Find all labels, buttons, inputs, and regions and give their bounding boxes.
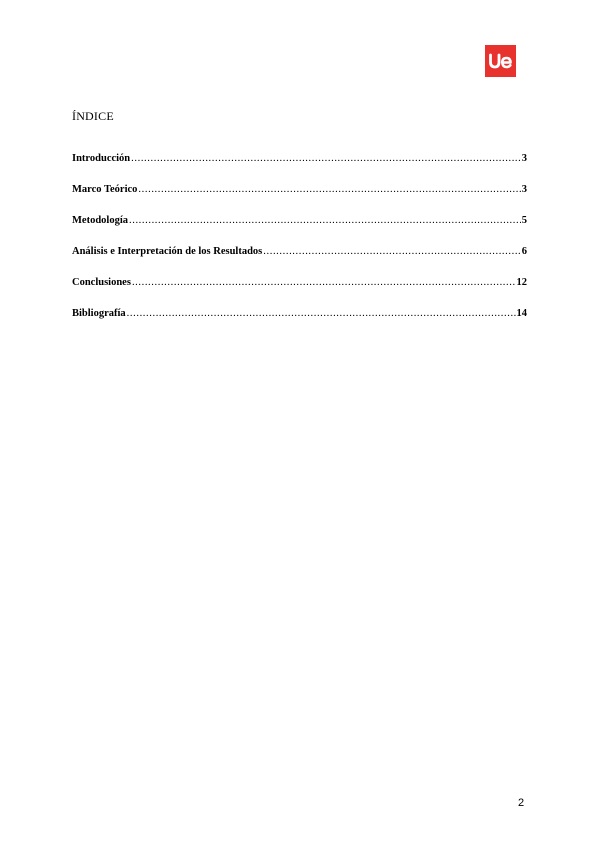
toc-entry-title: Marco Teórico xyxy=(72,184,138,195)
toc-dot-leader xyxy=(263,246,520,257)
toc-entry-page: 14 xyxy=(516,308,527,319)
toc-entry-title: Metodología xyxy=(72,215,128,226)
ue-logo-mark xyxy=(488,52,513,70)
toc-entry-title: Introducción xyxy=(72,153,131,164)
toc-entry-conclusiones[interactable] xyxy=(72,277,527,308)
page-number: 2 xyxy=(518,797,525,809)
toc-entry-page: 12 xyxy=(516,277,527,288)
toc-entry-bibliografia[interactable] xyxy=(72,308,527,339)
toc-dot-leader xyxy=(129,215,521,226)
toc-entry-title: Conclusiones xyxy=(72,277,131,288)
toc-dot-leader xyxy=(132,277,516,288)
toc-entry-analisis[interactable] xyxy=(72,246,527,277)
table-of-contents xyxy=(72,153,527,339)
toc-dot-leader xyxy=(138,184,520,195)
toc-entry-introduccion[interactable] xyxy=(72,153,527,184)
toc-entry-title: Bibliografía xyxy=(72,308,126,319)
university-logo-icon xyxy=(485,45,516,77)
toc-entry-marco-teorico[interactable] xyxy=(72,184,527,215)
toc-dot-leader xyxy=(127,308,516,319)
toc-entry-page: 6 xyxy=(521,246,527,257)
toc-entry-metodologia[interactable] xyxy=(72,215,527,246)
toc-dot-leader xyxy=(131,153,521,164)
toc-entry-page: 5 xyxy=(521,215,527,226)
toc-heading: ÍNDICE xyxy=(72,109,114,123)
toc-entry-title: Análisis e Interpretación de los Resultados xyxy=(72,246,263,257)
toc-entry-page: 3 xyxy=(521,184,527,195)
toc-entry-page: 3 xyxy=(521,153,527,164)
